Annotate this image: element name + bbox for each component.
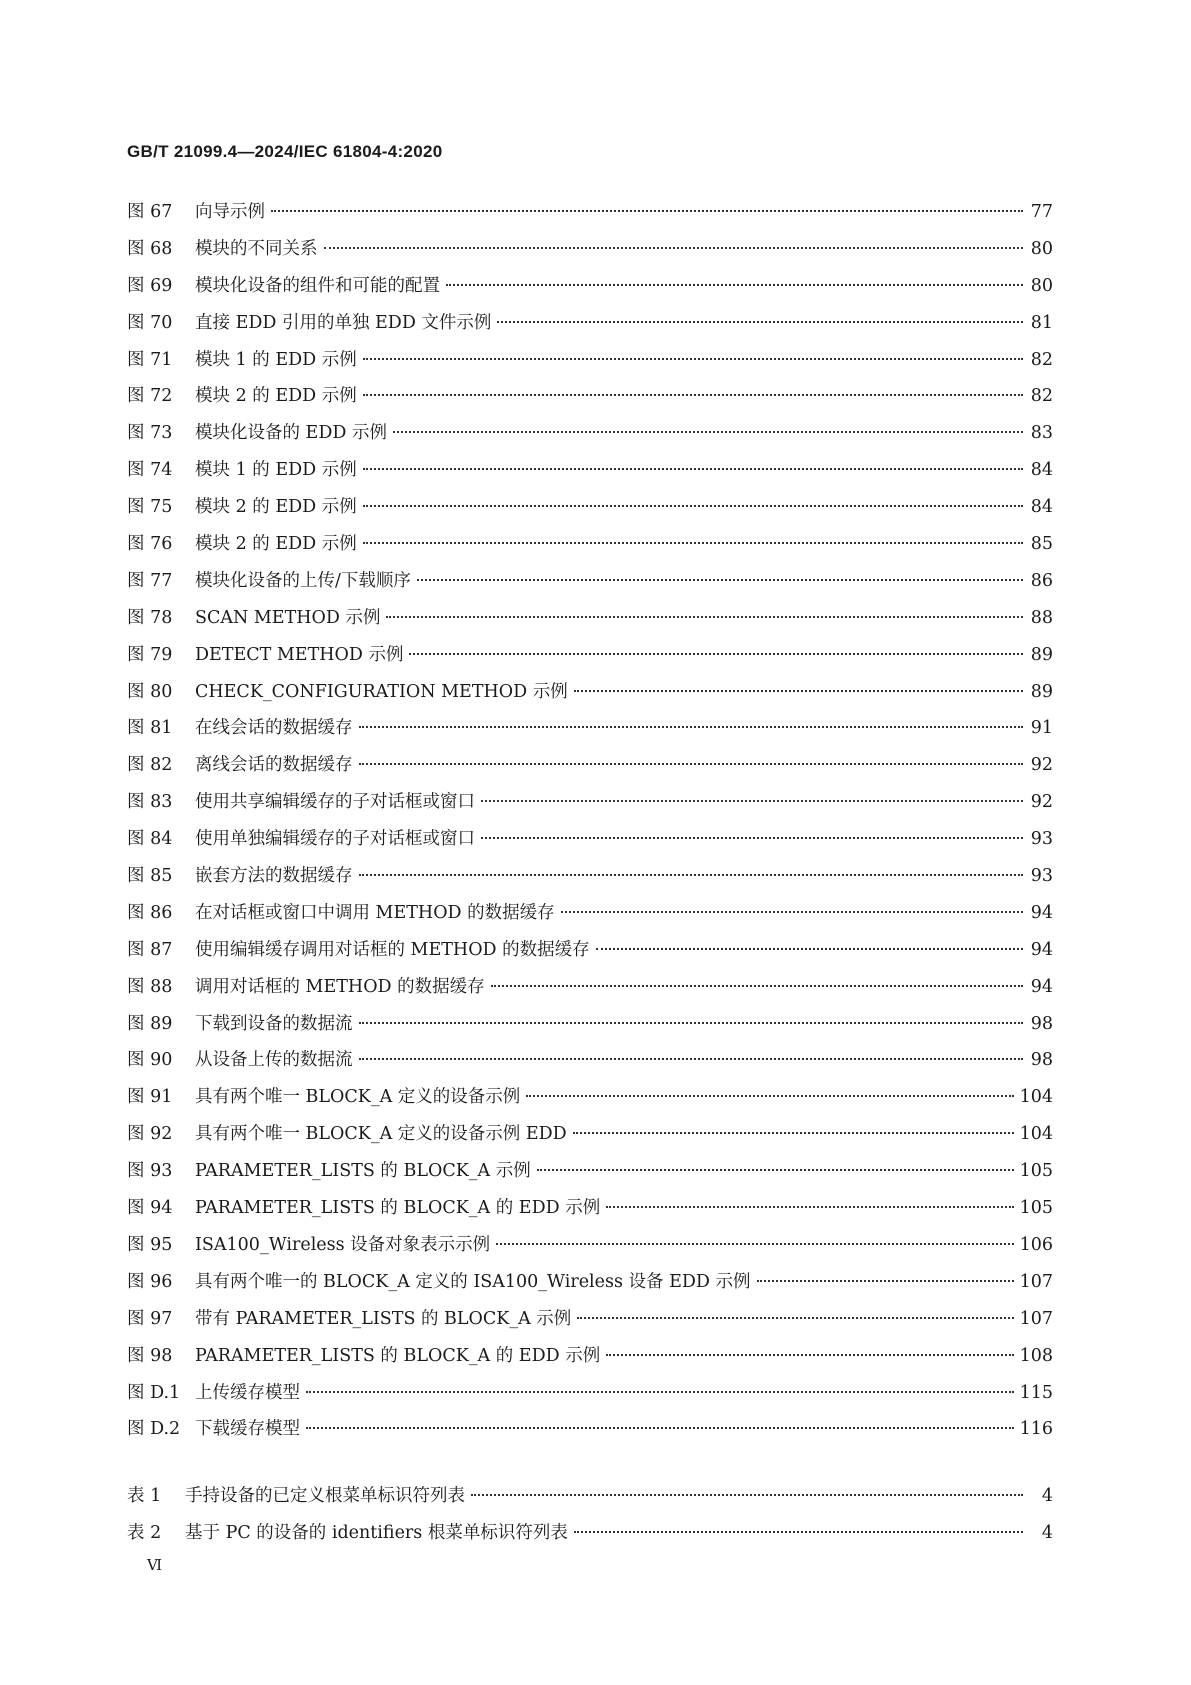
entry-title: 下载缓存模型	[195, 1419, 300, 1440]
dot-leader	[359, 874, 1024, 876]
figure-entry[interactable]	[127, 1083, 1053, 1120]
dot-leader	[359, 1022, 1024, 1024]
dot-leader	[573, 1132, 1014, 1134]
entry-page-number: 82	[1030, 349, 1053, 370]
entry-number: 图 85	[127, 866, 173, 887]
entry-number: 图 86	[127, 902, 173, 923]
dot-leader	[481, 837, 1023, 839]
entry-title: 下载到设备的数据流	[195, 1013, 353, 1034]
entry-page-number: 94	[1030, 939, 1053, 960]
entry-title: 在对话框或窗口中调用 METHOD 的数据缓存	[195, 902, 555, 923]
entry-page-number: 84	[1030, 460, 1053, 481]
table-entry[interactable]	[127, 1519, 1053, 1556]
figure-entry[interactable]	[127, 1046, 1053, 1083]
entry-number: 图 D.1	[127, 1382, 181, 1403]
figure-entry[interactable]	[127, 788, 1053, 825]
entry-title: PARAMETER_LISTS 的 BLOCK_A 示例	[195, 1161, 531, 1182]
dot-leader	[491, 985, 1023, 987]
dot-leader	[409, 653, 1023, 655]
figure-entry[interactable]	[127, 382, 1053, 419]
dot-leader	[306, 1391, 1014, 1393]
entry-title: 使用共享编辑缓存的子对话框或窗口	[195, 792, 475, 813]
entry-title: SCAN METHOD 示例	[195, 607, 381, 628]
dot-leader	[306, 1427, 1014, 1429]
figure-entry[interactable]	[127, 1415, 1053, 1452]
entry-page-number: 116	[1019, 1419, 1053, 1440]
entry-page-number: 4	[1041, 1486, 1053, 1506]
entry-number: 图 67	[127, 202, 173, 222]
figure-entry[interactable]	[127, 419, 1053, 456]
entry-title: PARAMETER_LISTS 的 BLOCK_A 的 EDD 示例	[195, 1345, 601, 1366]
entry-number: 图 70	[127, 312, 173, 333]
dot-leader	[606, 1354, 1013, 1356]
entry-page-number: 94	[1030, 902, 1053, 923]
figure-entry[interactable]	[127, 235, 1053, 272]
figure-entry[interactable]	[127, 1342, 1053, 1379]
entry-number: 图 69	[127, 275, 173, 296]
entry-number: 图 82	[127, 755, 173, 776]
figure-entry[interactable]	[127, 1231, 1053, 1268]
figure-entry[interactable]	[127, 751, 1053, 788]
entry-page-number: 107	[1019, 1308, 1053, 1329]
entry-page-number: 115	[1019, 1382, 1053, 1403]
dot-leader	[324, 247, 1024, 249]
figure-entry[interactable]	[127, 198, 1053, 235]
entry-page-number: 83	[1030, 423, 1053, 444]
dot-leader	[359, 763, 1024, 765]
dot-leader	[497, 321, 1023, 323]
figure-entry[interactable]	[127, 1010, 1053, 1047]
figure-entry[interactable]	[127, 604, 1053, 641]
entry-number: 图 D.2	[127, 1419, 181, 1440]
entry-page-number: 105	[1019, 1198, 1053, 1219]
dot-leader	[271, 210, 1023, 212]
dot-leader	[363, 505, 1023, 507]
entry-title: 上传缓存模型	[195, 1382, 300, 1403]
entry-number: 表 2	[127, 1522, 162, 1543]
entry-page-number: 4	[1041, 1522, 1053, 1543]
figure-entry[interactable]	[127, 1379, 1053, 1416]
entry-number: 图 91	[127, 1087, 173, 1108]
figure-entry[interactable]	[127, 456, 1053, 493]
entry-page-number: 92	[1030, 792, 1053, 813]
entry-page-number: 91	[1030, 718, 1053, 739]
document-header: GB/T 21099.4—2024/IEC 61804-4:2020	[127, 142, 443, 161]
figure-entry[interactable]	[127, 346, 1053, 383]
entry-title: 具有两个唯一的 BLOCK_A 定义的 ISA100_Wireless 设备 EDD 示例	[195, 1271, 751, 1292]
entry-page-number: 81	[1030, 312, 1053, 333]
figure-entry[interactable]	[127, 1305, 1053, 1342]
figure-entry[interactable]	[127, 567, 1053, 604]
entry-number: 图 68	[127, 238, 173, 259]
entry-page-number: 106	[1019, 1234, 1053, 1255]
entry-number: 图 76	[127, 534, 173, 555]
figure-entry[interactable]	[127, 530, 1053, 567]
entry-title: CHECK_CONFIGURATION METHOD 示例	[195, 681, 568, 702]
entry-number: 图 95	[127, 1234, 173, 1255]
entry-title: 手持设备的已定义根菜单标识符列表	[185, 1486, 465, 1506]
figure-entry[interactable]	[127, 309, 1053, 346]
entry-page-number: 98	[1030, 1013, 1053, 1034]
entry-page-number: 88	[1030, 607, 1053, 628]
entry-number: 图 77	[127, 570, 173, 591]
entry-number: 图 92	[127, 1124, 173, 1145]
entry-number: 图 73	[127, 423, 173, 444]
entry-title: 模块化设备的组件和可能的配置	[195, 275, 440, 296]
figure-entry[interactable]	[127, 825, 1053, 862]
entry-number: 图 98	[127, 1345, 173, 1366]
figure-entry[interactable]	[127, 1194, 1053, 1231]
entry-page-number: 107	[1019, 1271, 1053, 1292]
figure-entry[interactable]	[127, 714, 1053, 751]
entry-number: 图 94	[127, 1198, 173, 1219]
entry-number: 图 84	[127, 829, 173, 850]
table-list	[127, 1482, 1053, 1556]
entry-title: 调用对话框的 METHOD 的数据缓存	[195, 976, 485, 997]
figure-entry[interactable]	[127, 272, 1053, 309]
dot-leader	[363, 358, 1023, 360]
entry-number: 图 93	[127, 1161, 173, 1182]
entry-page-number: 104	[1019, 1124, 1053, 1145]
dot-leader	[363, 394, 1023, 396]
entry-number: 图 78	[127, 607, 173, 628]
entry-page-number: 93	[1030, 829, 1053, 850]
dot-leader	[417, 579, 1023, 581]
entry-title: 带有 PARAMETER_LISTS 的 BLOCK_A 示例	[195, 1308, 572, 1329]
entry-page-number: 77	[1030, 202, 1053, 222]
page-number: Ⅵ	[147, 1556, 163, 1574]
entry-number: 图 89	[127, 1013, 173, 1034]
entry-title: 模块的不同关系	[195, 238, 318, 259]
dot-leader	[363, 468, 1023, 470]
dot-leader	[446, 284, 1023, 286]
entry-page-number: 108	[1019, 1345, 1053, 1366]
dot-leader	[359, 1058, 1024, 1060]
entry-page-number: 85	[1030, 534, 1053, 555]
entry-number: 图 90	[127, 1050, 173, 1071]
entry-number: 图 83	[127, 792, 173, 813]
entry-page-number: 93	[1030, 866, 1053, 887]
entry-title: 使用单独编辑缓存的子对话框或窗口	[195, 829, 475, 850]
figure-entry[interactable]	[127, 862, 1053, 899]
entry-page-number: 92	[1030, 755, 1053, 776]
entry-number: 图 80	[127, 681, 173, 702]
entry-title: 模块 2 的 EDD 示例	[195, 497, 357, 518]
entry-title: 具有两个唯一 BLOCK_A 定义的设备示例	[195, 1087, 521, 1108]
entry-title: DETECT METHOD 示例	[195, 644, 404, 665]
entry-title: ISA100_Wireless 设备对象表示示例	[195, 1234, 491, 1255]
figure-entry[interactable]	[127, 936, 1053, 973]
dot-leader	[526, 1095, 1013, 1097]
entry-page-number: 89	[1030, 681, 1053, 702]
entry-number: 图 74	[127, 460, 173, 481]
entry-title: 基于 PC 的设备的 identifiers 根菜单标识符列表	[185, 1522, 568, 1543]
entry-page-number: 84	[1030, 497, 1053, 518]
entry-number: 图 96	[127, 1271, 173, 1292]
figure-entry[interactable]	[127, 641, 1053, 678]
figure-list	[127, 198, 1053, 1452]
entry-page-number: 80	[1030, 238, 1053, 259]
dot-leader	[496, 1243, 1013, 1245]
figure-entry[interactable]	[127, 493, 1053, 530]
entry-page-number: 98	[1030, 1050, 1053, 1071]
entry-title: 模块化设备的上传/下载顺序	[195, 570, 411, 591]
entry-number: 图 97	[127, 1308, 173, 1329]
entry-title: 模块 2 的 EDD 示例	[195, 534, 357, 555]
dot-leader	[471, 1494, 1023, 1496]
entry-page-number: 104	[1019, 1087, 1053, 1108]
entry-page-number: 89	[1030, 644, 1053, 665]
figure-entry[interactable]	[127, 1157, 1053, 1194]
entry-number: 表 1	[127, 1486, 162, 1506]
entry-title: 向导示例	[195, 202, 265, 222]
entry-number: 图 87	[127, 939, 173, 960]
dot-leader	[481, 800, 1023, 802]
figure-entry[interactable]	[127, 1268, 1053, 1305]
dot-leader	[359, 726, 1024, 728]
entry-title: 模块 1 的 EDD 示例	[195, 460, 357, 481]
entry-number: 图 88	[127, 976, 173, 997]
entry-number: 图 72	[127, 386, 173, 407]
dot-leader	[393, 431, 1023, 433]
entry-title: 从设备上传的数据流	[195, 1050, 353, 1071]
figure-entry[interactable]	[127, 899, 1053, 936]
dot-leader	[596, 948, 1023, 950]
entry-title: 嵌套方法的数据缓存	[195, 866, 353, 887]
entry-title: 在线会话的数据缓存	[195, 718, 353, 739]
dot-leader	[363, 542, 1023, 544]
entry-number: 图 81	[127, 718, 173, 739]
entry-page-number: 94	[1030, 976, 1053, 997]
dot-leader	[386, 616, 1023, 618]
figure-entry[interactable]	[127, 973, 1053, 1010]
dot-leader	[577, 1317, 1013, 1319]
dot-leader	[757, 1280, 1014, 1282]
dot-leader	[606, 1206, 1013, 1208]
entry-page-number: 80	[1030, 275, 1053, 296]
dot-leader	[561, 911, 1023, 913]
entry-page-number: 105	[1019, 1161, 1053, 1182]
entry-title: 模块 2 的 EDD 示例	[195, 386, 357, 407]
entry-number: 图 79	[127, 644, 173, 665]
entry-number: 图 71	[127, 349, 173, 370]
entry-page-number: 86	[1030, 570, 1053, 591]
figure-entry[interactable]	[127, 1120, 1053, 1157]
entry-title: 模块 1 的 EDD 示例	[195, 349, 357, 370]
entry-title: 具有两个唯一 BLOCK_A 定义的设备示例 EDD	[195, 1124, 567, 1145]
figure-entry[interactable]	[127, 678, 1053, 715]
entry-number: 图 75	[127, 497, 173, 518]
entry-title: PARAMETER_LISTS 的 BLOCK_A 的 EDD 示例	[195, 1198, 601, 1219]
entry-page-number: 82	[1030, 386, 1053, 407]
entry-title: 离线会话的数据缓存	[195, 755, 353, 776]
entry-title: 使用编辑缓存调用对话框的 METHOD 的数据缓存	[195, 939, 590, 960]
dot-leader	[574, 690, 1023, 692]
dot-leader	[574, 1531, 1023, 1533]
entry-title: 直接 EDD 引用的单独 EDD 文件示例	[195, 312, 492, 333]
table-entry[interactable]	[127, 1482, 1053, 1519]
dot-leader	[537, 1169, 1014, 1171]
entry-title: 模块化设备的 EDD 示例	[195, 423, 387, 444]
